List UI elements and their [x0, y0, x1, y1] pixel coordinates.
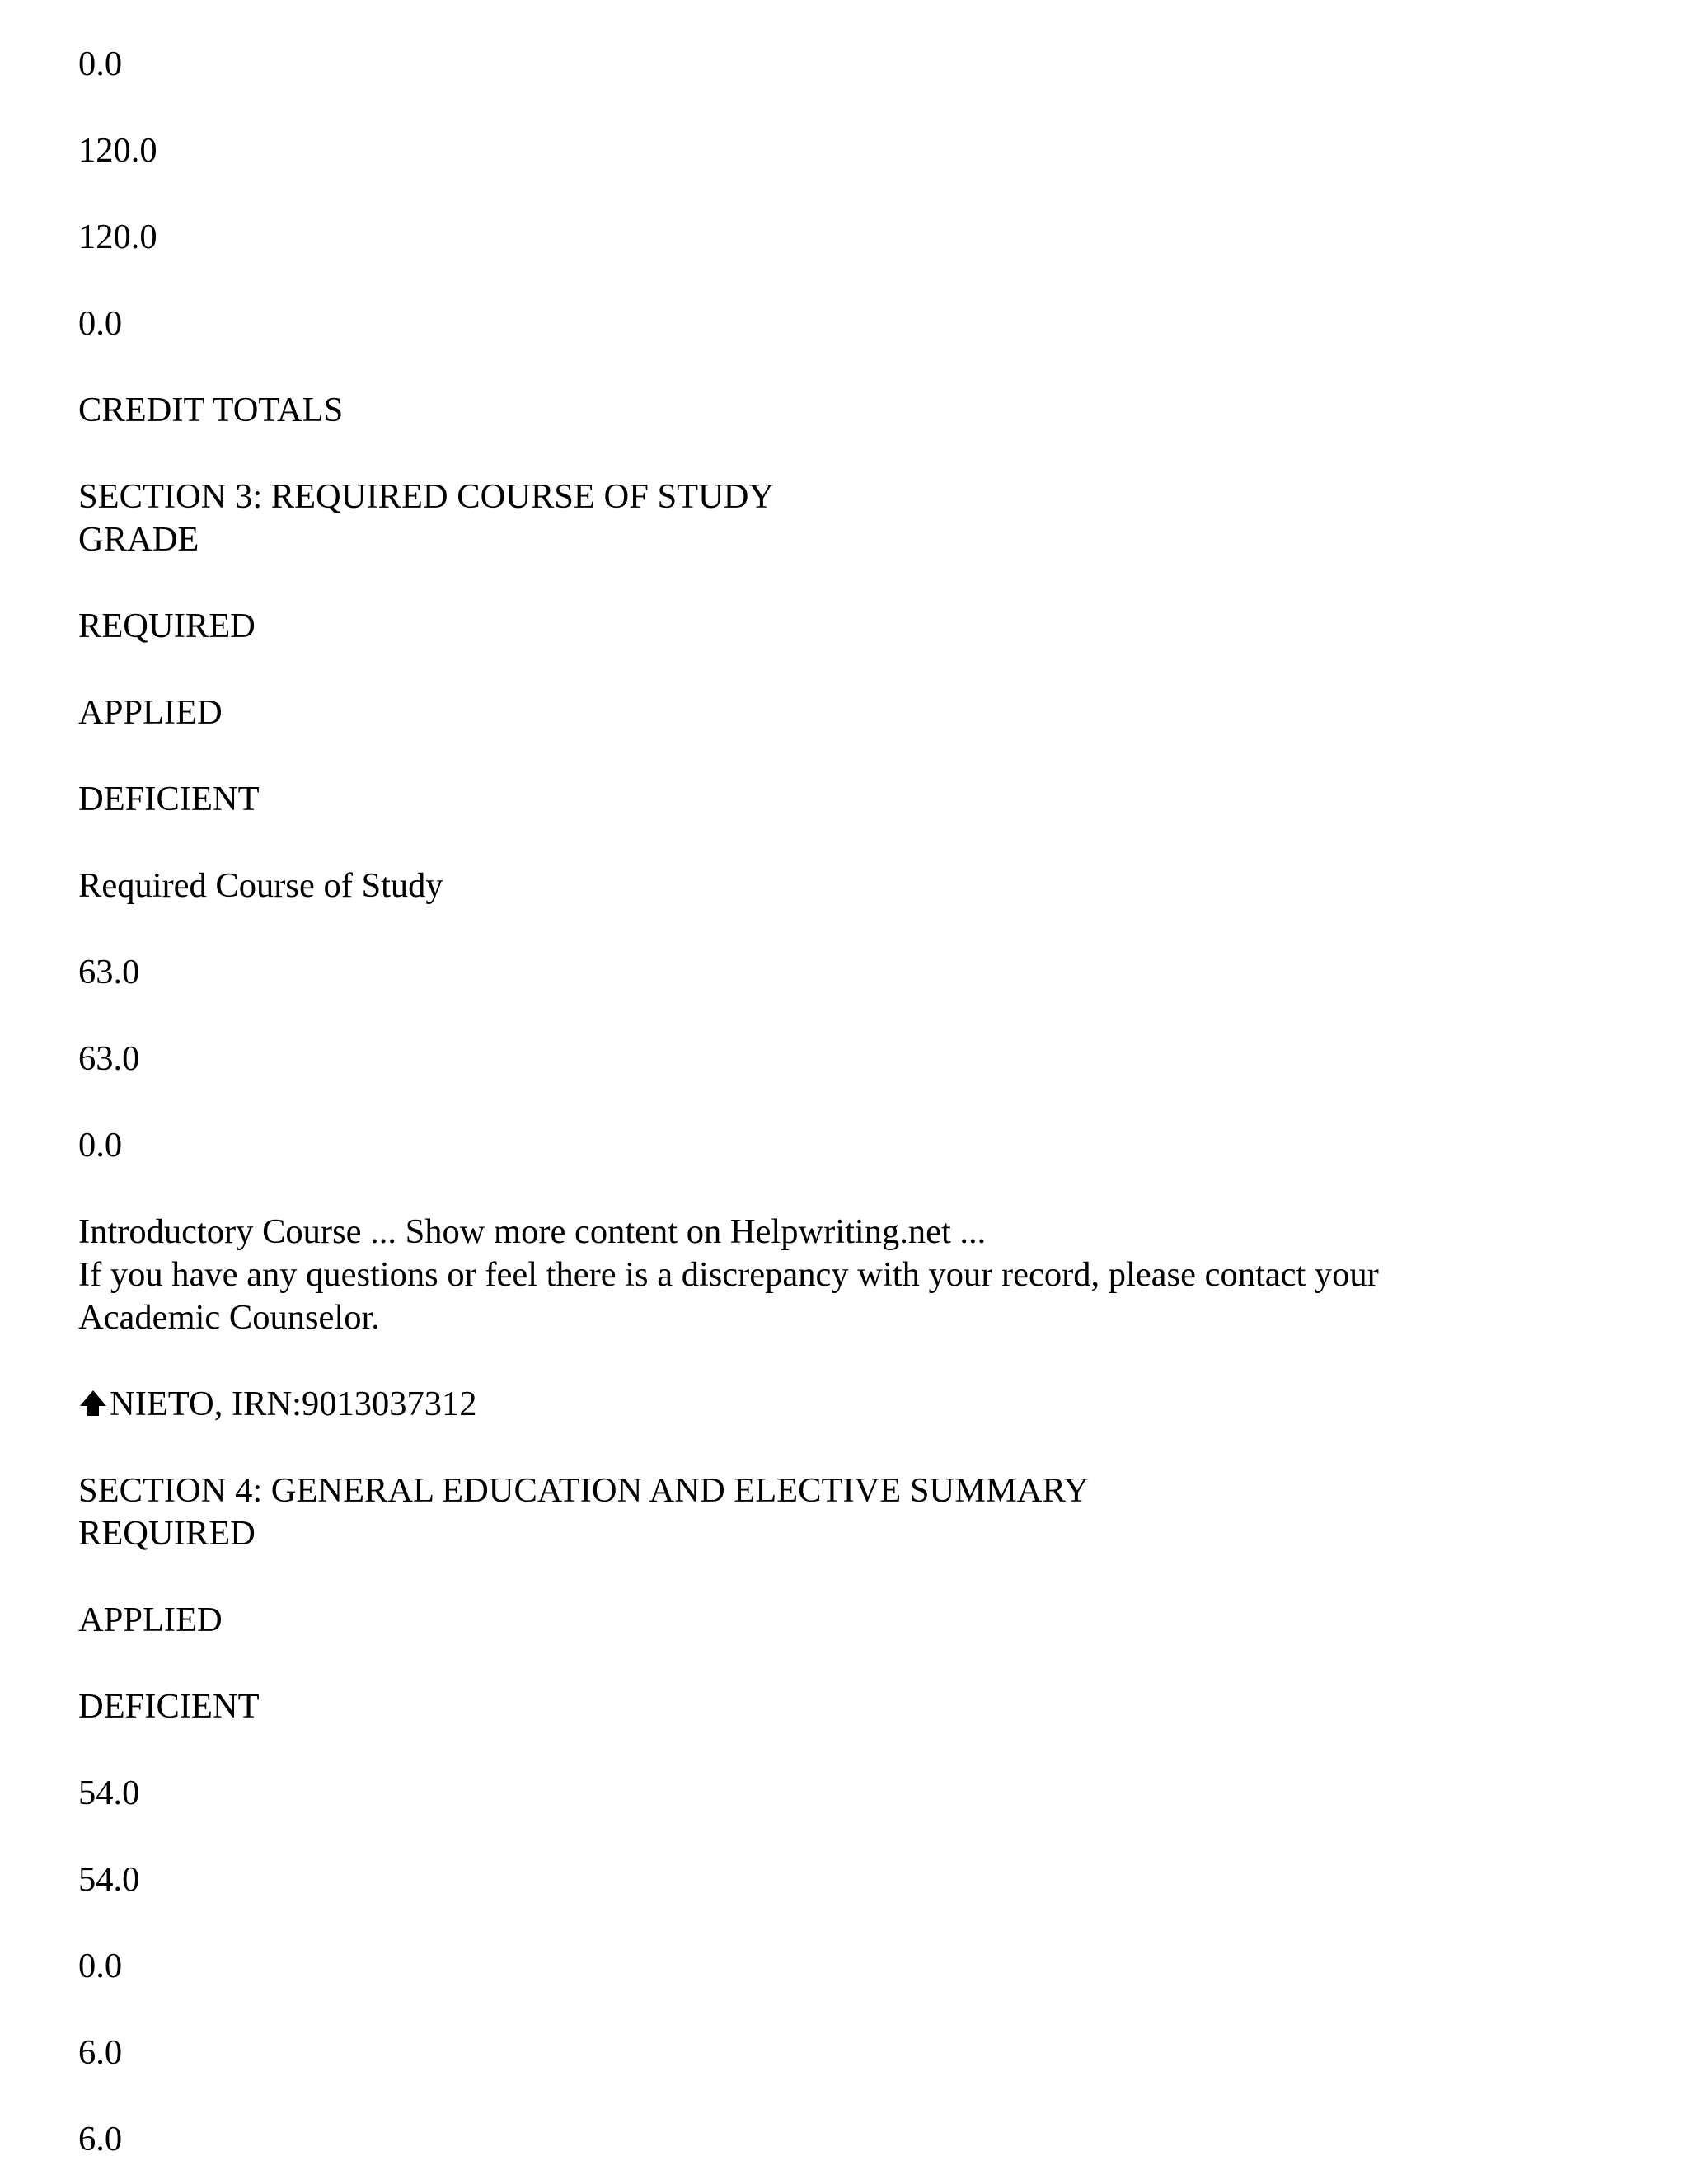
- column-header-required: REQUIRED: [78, 1514, 256, 1553]
- discrepancy-note: If you have any questions or feel there is a discrepancy with your record, please contact your: [78, 1255, 1379, 1294]
- student-name-irn: NIETO, IRN:9013037312: [110, 1385, 477, 1423]
- column-header-deficient: DEFICIENT: [78, 1687, 260, 1726]
- value-text: 6.0: [78, 2033, 123, 2072]
- column-header-applied: APPLIED: [78, 1601, 223, 1639]
- section-3-heading: SECTION 3: REQUIRED COURSE OF STUDY: [78, 477, 775, 516]
- section-4-heading: SECTION 4: GENERAL EDUCATION AND ELECTIVE SUMMARY: [78, 1471, 1090, 1510]
- row-label-required-course: Required Course of Study: [78, 866, 443, 905]
- discrepancy-note-continued: Academic Counselor.: [78, 1298, 380, 1337]
- introductory-course-text: Introductory Course ... Show more content on Helpwriting.net ...: [78, 1212, 987, 1251]
- value-text: 120.0: [78, 131, 157, 170]
- up-arrow-icon: [78, 1388, 108, 1418]
- column-header-required: REQUIRED: [78, 607, 256, 645]
- value-text: 63.0: [78, 1039, 140, 1078]
- value-text: 6.0: [78, 2120, 123, 2158]
- value-text: 54.0: [78, 1774, 140, 1812]
- value-text: 54.0: [78, 1860, 140, 1899]
- value-text: 0.0: [78, 1947, 123, 1985]
- credit-totals-heading: CREDIT TOTALS: [78, 391, 344, 429]
- value-text: 0.0: [78, 45, 123, 83]
- column-header-applied: APPLIED: [78, 693, 223, 732]
- column-header-grade: GRADE: [78, 520, 199, 559]
- value-text: 120.0: [78, 218, 157, 256]
- value-text: 63.0: [78, 953, 140, 991]
- student-name-line: [78, 1383, 476, 1426]
- value-text: 0.0: [78, 1126, 123, 1165]
- column-header-deficient: DEFICIENT: [78, 780, 260, 818]
- value-text: 0.0: [78, 304, 123, 343]
